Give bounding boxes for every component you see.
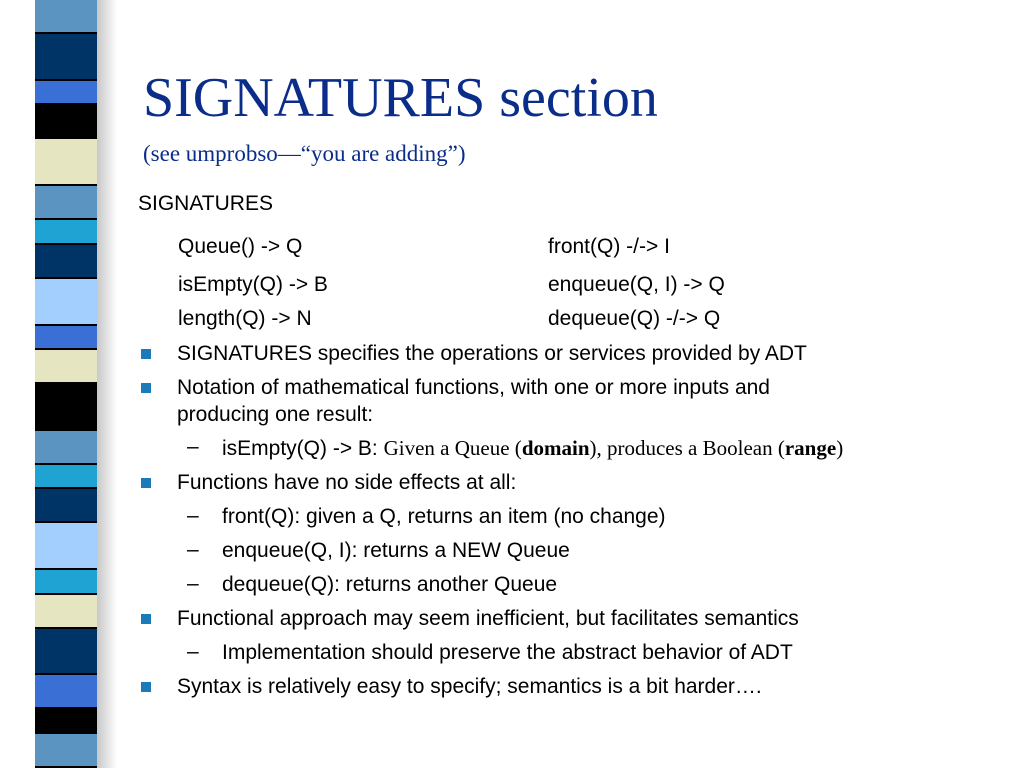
stripe-segment xyxy=(35,734,97,768)
stripe-segment xyxy=(35,709,97,733)
signature-left: Queue() -> Q xyxy=(178,235,303,258)
stripe-segment xyxy=(35,675,97,709)
stripe-segment xyxy=(35,465,97,489)
stripe-segment xyxy=(35,139,97,186)
stripe-segment xyxy=(35,431,97,465)
slide-subtitle: (see umprobso—“you are adding”) xyxy=(143,141,466,166)
sub-bullet-serif-3: ) xyxy=(836,436,844,460)
stripe-segment xyxy=(35,384,97,431)
dash-marker: – xyxy=(187,435,199,458)
stripe-segment xyxy=(35,105,97,139)
bullet-text: Syntax is relatively easy to specify; semantics is a bit harder…. xyxy=(177,675,762,698)
stripe-segment xyxy=(35,279,97,326)
stripe-segment xyxy=(35,81,97,105)
sub-bullet-text: Implementation should preserve the abstract behavior of ADT xyxy=(222,641,793,664)
stripe-segment xyxy=(35,245,97,279)
dash-marker: – xyxy=(187,572,199,595)
stripe-segment xyxy=(35,629,97,676)
sub-bullet-serif-1: Given a Queue ( xyxy=(383,436,522,460)
bullet-text: Functions have no side effects at all: xyxy=(177,471,517,494)
bullet-text: Notation of mathematical functions, with one or more inputs and xyxy=(177,376,770,399)
bullet-square-icon xyxy=(141,478,151,488)
signature-left: isEmpty(Q) -> B xyxy=(178,273,328,296)
sub-bullet-prefix: isEmpty(Q) -> B: xyxy=(222,437,384,460)
stripe-segment xyxy=(35,350,97,384)
bullet-text: SIGNATURES specifies the operations or services provided by ADT xyxy=(177,342,807,365)
signature-right: dequeue(Q) -/-> Q xyxy=(548,307,721,330)
signature-left: length(Q) -> N xyxy=(178,307,312,330)
bullet-square-icon xyxy=(141,383,151,393)
decorative-stripe xyxy=(35,0,97,768)
slide-title: SIGNATURES section xyxy=(143,67,658,129)
sub-bullet-text xyxy=(222,435,843,462)
bullet-square-icon xyxy=(141,614,151,624)
stripe-segment xyxy=(35,186,97,220)
stripe-segment xyxy=(35,489,97,523)
stripe-segment xyxy=(35,595,97,629)
bullet-text-continuation: producing one result: xyxy=(177,403,374,426)
signature-row xyxy=(178,235,670,259)
bullet-square-icon xyxy=(141,349,151,359)
sub-bullet-text: dequeue(Q): returns another Queue xyxy=(222,573,558,596)
stripe-segment xyxy=(35,570,97,594)
bullet-text: Functional approach may seem inefficient, but facilitates semantics xyxy=(177,607,799,630)
sub-bullet-serif-2: ), produces a Boolean ( xyxy=(589,436,785,460)
stripe-segment xyxy=(35,34,97,81)
stripe-segment xyxy=(35,523,97,570)
dash-marker: – xyxy=(187,640,199,663)
bullet-square-icon xyxy=(141,682,151,692)
signature-right: enqueue(Q, I) -> Q xyxy=(548,273,725,296)
sub-bullet-text: front(Q): given a Q, returns an item (no change) xyxy=(222,505,666,528)
stripe-segment xyxy=(35,326,97,350)
range-term: range xyxy=(784,436,837,460)
stripe-shadow xyxy=(97,0,117,768)
signature-right: front(Q) -/-> I xyxy=(548,235,670,258)
stripe-segment xyxy=(35,220,97,244)
stripe-segment xyxy=(35,0,97,34)
signature-row xyxy=(178,273,725,297)
dash-marker: – xyxy=(187,504,199,527)
dash-marker: – xyxy=(187,538,199,561)
sub-bullet-text: enqueue(Q, I): returns a NEW Queue xyxy=(222,539,570,562)
signatures-heading: SIGNATURES xyxy=(138,192,273,215)
domain-term: domain xyxy=(521,436,590,460)
signature-row xyxy=(178,307,721,331)
